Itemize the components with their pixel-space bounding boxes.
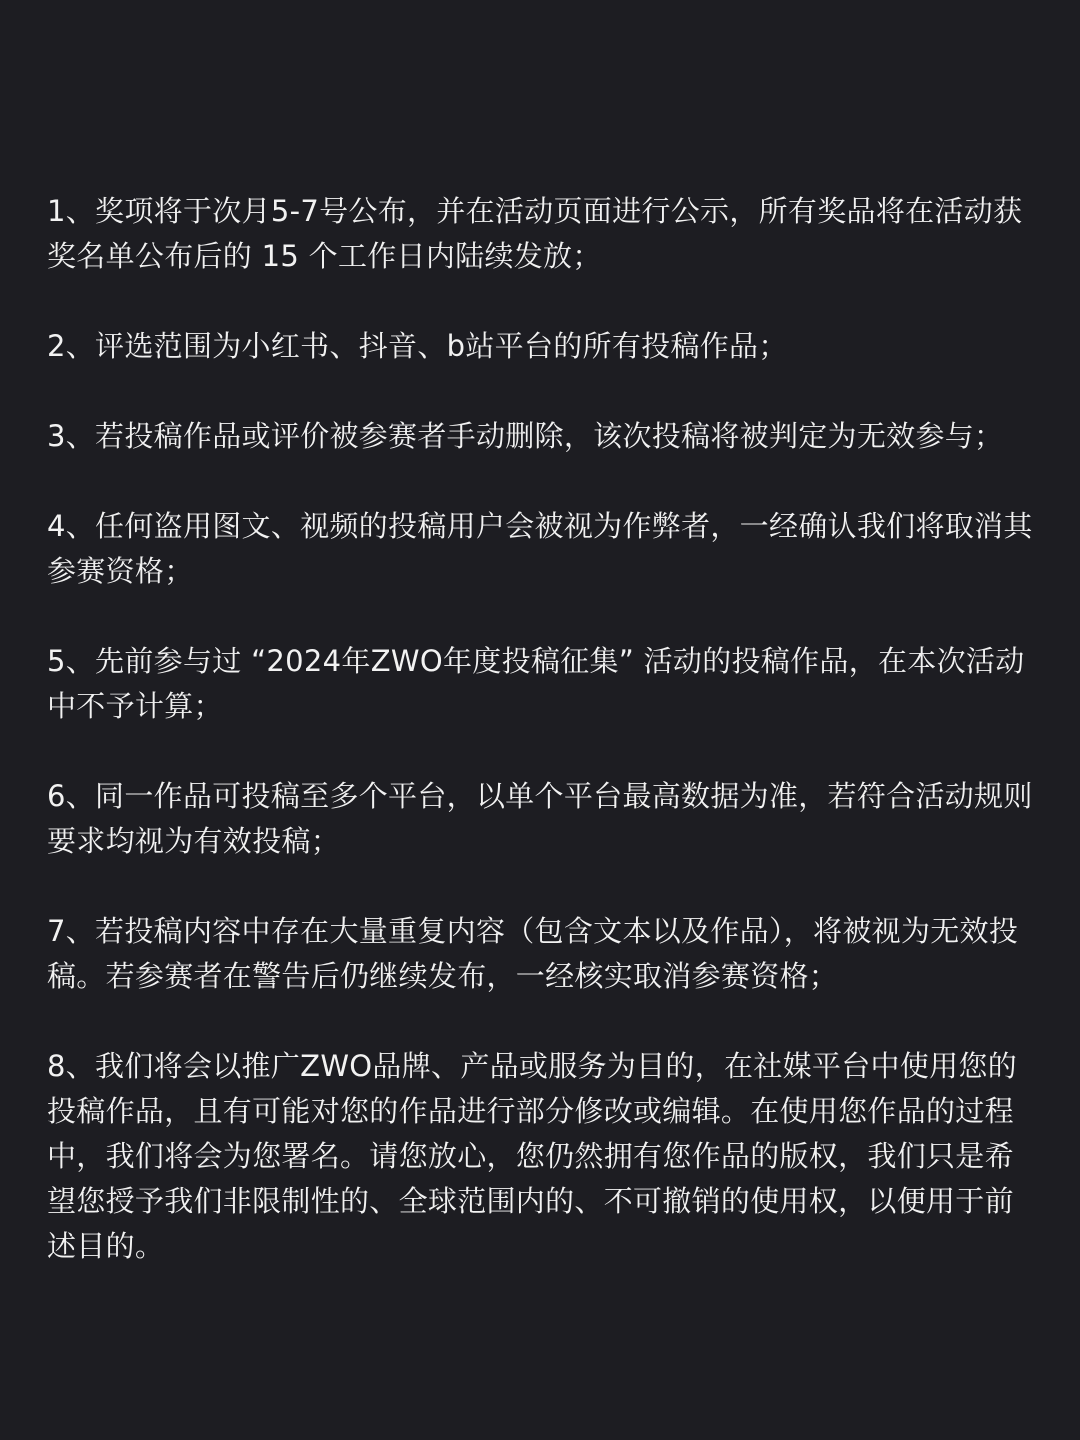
rule-item-2: 2、评选范围为小红书、抖音、b站平台的所有投稿作品； <box>47 329 788 363</box>
rule-item-8: 8、我们将会以推广ZWO品牌、产品或服务为目的，在社媒平台中使用您的投稿作品，且有可能对您的作品进行部分修改或编辑。在使用您作品的过程中，我们将会为您署名。请您放心，您仍然拥有您作品的版权，我们只是希望您授予我们非限制性的、全球范围内的、不可撤销的使用权，以便用于前述目的。 <box>47 1049 1018 1263</box>
rule-item-3: 3、若投稿作品或评价被参赛者手动删除，该次投稿将被判定为无效参与； <box>47 419 1004 453</box>
rule-item-7: 7、若投稿内容中存在大量重复内容（包含文本以及作品），将被视为无效投稿。若参赛者在警告后仍继续发布，一经核实取消参赛资格； <box>47 914 1019 993</box>
rule-item-1: 1、奖项将于次月5-7号公布，并在活动页面进行公示，所有奖品将在活动获奖名单公布后的 15 个工作日内陆续发放； <box>47 194 1023 273</box>
rule-item-4: 4、任何盗用图文、视频的投稿用户会被视为作弊者，一经确认我们将取消其参赛资格； <box>47 509 1033 588</box>
rule-item-6: 6、同一作品可投稿至多个平台，以单个平台最高数据为准，若符合活动规则要求均视为有效投稿； <box>47 779 1033 858</box>
rule-item-5: 5、先前参与过 “2024年ZWO年度投稿征集” 活动的投稿作品，在本次活动中不予计算； <box>47 644 1025 723</box>
rules-list <box>47 189 1037 1269</box>
